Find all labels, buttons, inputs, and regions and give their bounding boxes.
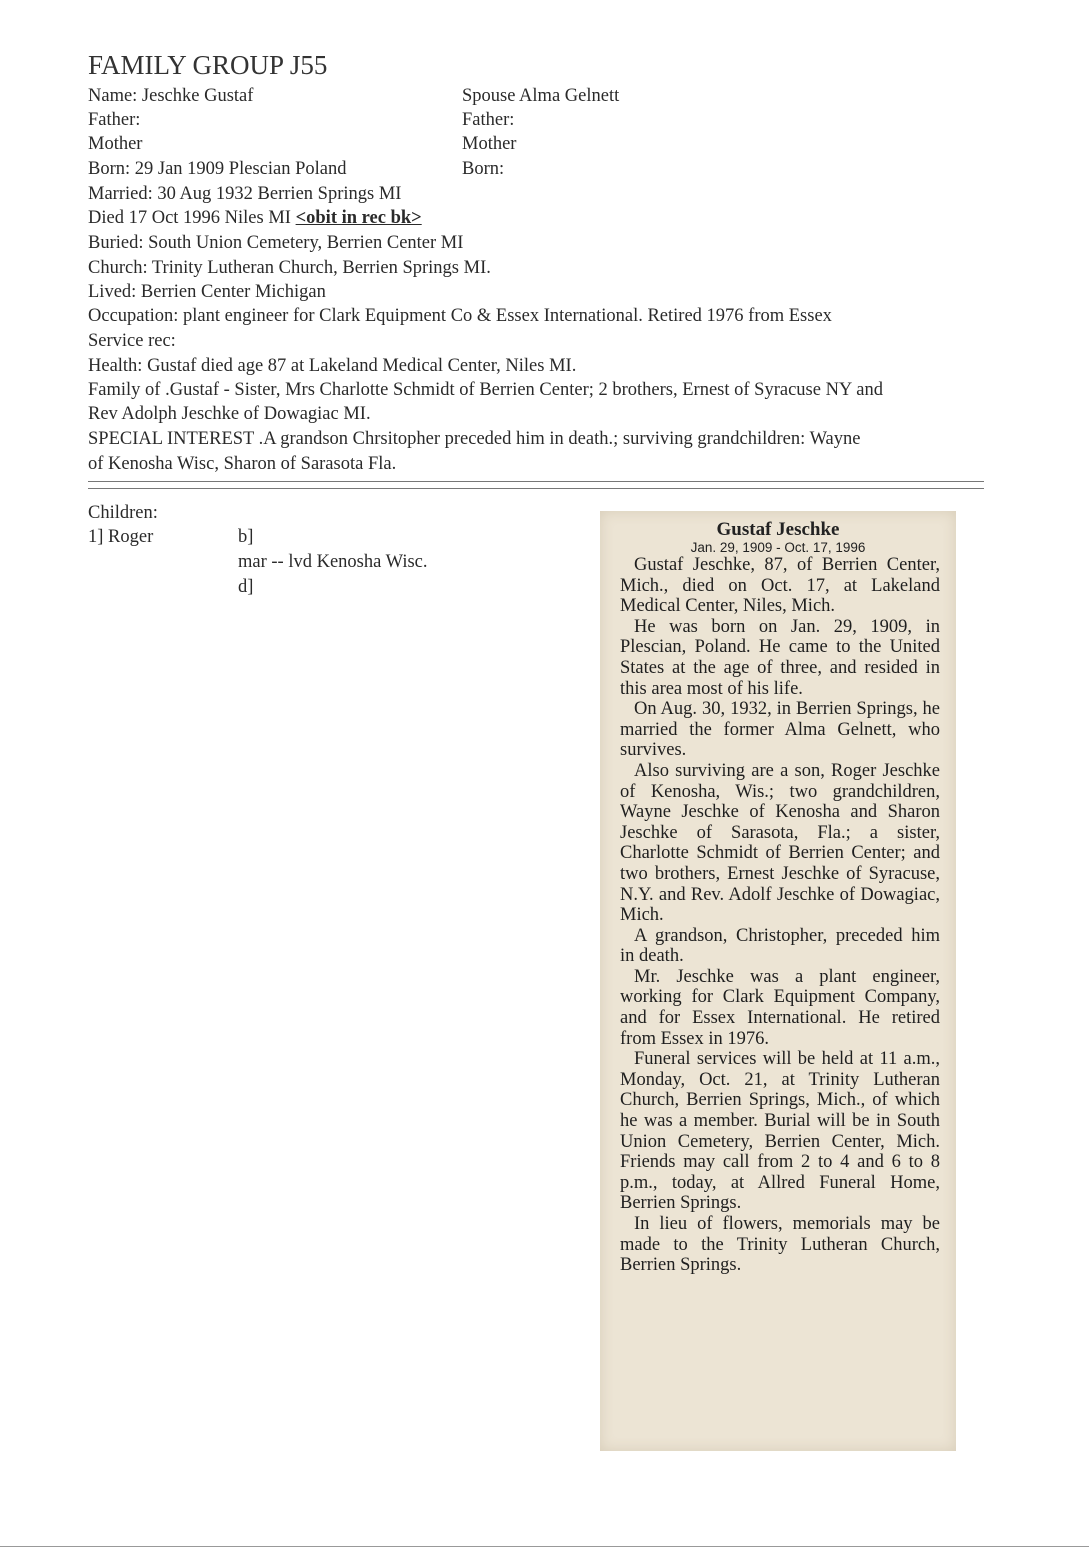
died-field <box>88 208 422 229</box>
died-text: Died 17 Oct 1996 Niles MI <box>88 208 296 228</box>
father-field: Father: <box>88 110 141 130</box>
buried-field: Buried: South Union Cemetery, Berrien Center MI <box>88 233 464 253</box>
obituary-paragraph: On Aug. 30, 1932, in Berrien Springs, he married the former Alma Gelnett, who survives. <box>620 699 940 761</box>
spouse-mother-field: Mother <box>462 134 517 154</box>
section-divider <box>88 481 984 489</box>
spouse-born-field: Born: <box>462 159 505 179</box>
obituary-body <box>620 555 940 1276</box>
obituary-paragraph: A grandson, Christopher, preceded him in death. <box>620 925 940 967</box>
spouse-field: Spouse Alma Gelnett <box>462 86 620 106</box>
obituary-paragraph: He was born on Jan. 29, 1909, in Plescian, Poland. He came to the United States at the age of three, and resided in this area most of his life. <box>620 616 940 699</box>
spouse-father-field: Father: <box>462 110 515 130</box>
child-married: mar -- lvd Kenosha Wisc. <box>238 552 428 572</box>
occupation-field: Occupation: plant engineer for Clark Equipment Co & Essex International. Retired 1976 from Essex <box>88 306 832 326</box>
obituary-dates: Jan. 29, 1909 - Oct. 17, 1996 <box>690 540 866 555</box>
children-label: Children: <box>88 503 158 523</box>
born-field: Born: 29 Jan 1909 Plescian Poland <box>88 159 347 179</box>
service-record-field: Service rec: <box>88 331 176 351</box>
obituary-paragraph: Also surviving are a son, Roger Jeschke of Kenosha, Wis.; two grandchildren, Wayne Jeschke of Kenosha and Sharon Jeschke of Sarasota, Fla.; a sister, Charlotte Schmidt of Berrien Center; and two brothers, Ernest Jeschke of Syracuse, N.Y. and Rev. Adolf Jeschke of Dowagiac, Mich. <box>620 760 940 926</box>
mother-field: Mother <box>88 134 143 154</box>
obit-link[interactable]: <obit in rec bk> <box>295 208 422 228</box>
special-interest-line-2: of Kenosha Wisc, Sharon of Sarasota Fla. <box>88 454 397 474</box>
page-bottom-edge <box>0 1546 1089 1547</box>
family-field-line-2: Rev Adolph Jeschke of Dowagiac MI. <box>88 404 371 424</box>
obituary-name: Gustaf Jeschke <box>716 519 840 540</box>
page-title: FAMILY GROUP J55 <box>88 50 328 80</box>
obituary-paragraph: Gustaf Jeschke, 87, of Berrien Center, Mich., died on Oct. 17, at Lakeland Medical Center, Niles, Mich. <box>620 555 940 617</box>
child-died: d] <box>238 577 254 597</box>
child-name: 1] Roger <box>88 527 154 547</box>
church-field: Church: Trinity Lutheran Church, Berrien Springs MI. <box>88 258 491 278</box>
health-field: Health: Gustaf died age 87 at Lakeland Medical Center, Niles MI. <box>88 356 577 376</box>
married-field: Married: 30 Aug 1932 Berrien Springs MI <box>88 184 402 204</box>
obituary-paragraph: Funeral services will be held at 11 a.m., Monday, Oct. 21, at Trinity Lutheran Church, Berrien Springs, Mich., of which he was a member. Burial will be in South Union Cemetery, Berrien Center, Mich. Friends may call from 2 to 4 and 6 to 8 p.m., today, at Allred Funeral Home, Berrien Springs. <box>620 1049 940 1214</box>
obituary-paragraph: In lieu of flowers, memorials may be made to the Trinity Lutheran Church, Berrien Springs. <box>620 1214 940 1276</box>
family-field-line-1: Family of .Gustaf - Sister, Mrs Charlotte Schmidt of Berrien Center; 2 brothers, Ernest of Syracuse NY and <box>88 380 883 400</box>
obituary-paragraph: Mr. Jeschke was a plant engineer, working for Clark Equipment Company, and for Essex International. He retired from Essex in 1976. <box>620 966 940 1049</box>
name-field: Name: Jeschke Gustaf <box>88 86 254 106</box>
child-born: b] <box>238 527 254 547</box>
special-interest-line-1: SPECIAL INTEREST .A grandson Chrsitopher preceded him in death.; surviving grandchildren: Wayne <box>88 429 861 449</box>
lived-field: Lived: Berrien Center Michigan <box>88 282 326 302</box>
obituary-clipping <box>600 511 956 1451</box>
